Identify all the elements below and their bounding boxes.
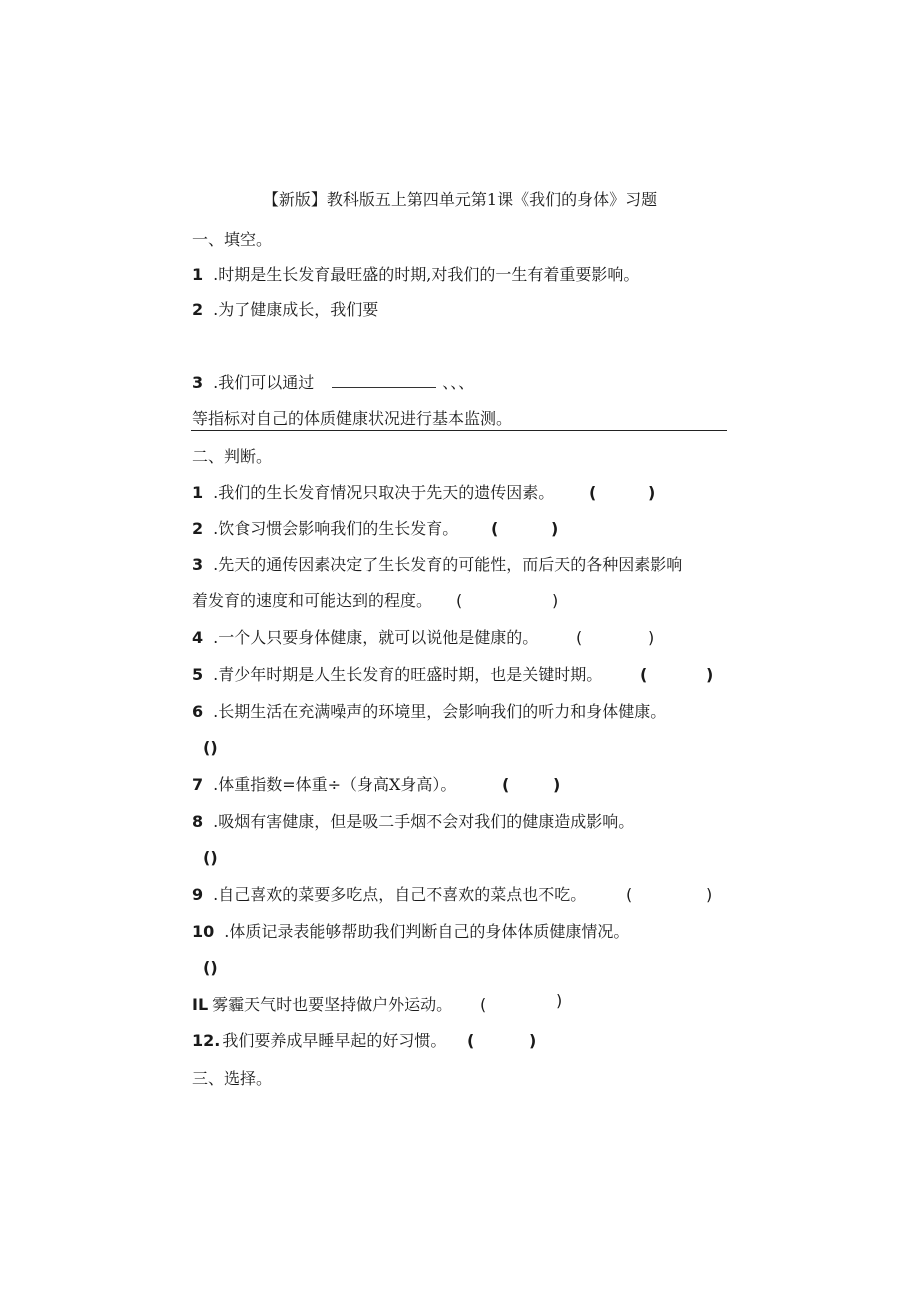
judge-item-9 — [192, 884, 586, 906]
section3-heading: 三、选择。 — [192, 1069, 273, 1088]
item-text: .自己喜欢的菜要多吃点，自己不喜欢的菜点也不吃。 — [213, 885, 587, 904]
judge-item-1 — [192, 482, 554, 504]
item-number: 7 — [192, 775, 204, 794]
answer-paren-close[interactable]: ) — [553, 775, 561, 794]
section2-heading: 二、判断。 — [192, 447, 273, 466]
answer-parens[interactable]: () — [203, 958, 218, 977]
item-number: 5 — [192, 665, 204, 684]
answer-paren-open[interactable]: ( — [576, 628, 583, 647]
answer-parens[interactable]: () — [203, 848, 218, 867]
judge-item-11 — [192, 994, 452, 1016]
judge-item-2 — [192, 518, 458, 540]
item-text: 雾霾天气时也要坚持做户外运动。 — [212, 995, 453, 1014]
answer-paren-close[interactable]: ) — [648, 483, 656, 502]
fill-question-3-continuation: 等指标对自己的体质健康状况进行基本监测。 — [192, 409, 513, 428]
answer-paren-open[interactable]: ( — [467, 1031, 475, 1050]
item-number: IL — [192, 995, 209, 1014]
judge-item-4 — [192, 627, 538, 649]
item-number: 12. — [192, 1031, 221, 1050]
item-text: .饮食习惯会影响我们的生长发育。 — [213, 519, 459, 538]
answer-paren-close[interactable]: ) — [551, 519, 559, 538]
answer-paren-open[interactable]: ( — [640, 665, 648, 684]
judge-item-3-continuation: 着发育的速度和可能达到的程度。 — [192, 591, 433, 610]
fill-question-2 — [192, 299, 378, 321]
item-number: 2 — [192, 519, 204, 538]
answer-paren-open[interactable]: ( — [456, 591, 463, 610]
item-number: 4 — [192, 628, 204, 647]
judge-item-12 — [192, 1030, 446, 1052]
question-separators: 、、、 — [442, 373, 475, 392]
fill-question-3 — [192, 372, 474, 394]
judge-item-6 — [192, 701, 666, 723]
answer-paren-close[interactable]: ) — [706, 885, 713, 904]
item-number: 10 — [192, 922, 215, 941]
item-number: 9 — [192, 885, 204, 904]
answer-paren-open[interactable]: ( — [626, 885, 633, 904]
item-text: 我们要养成早睡早起的好习惯。 — [222, 1031, 447, 1050]
question-text: .为了健康成长，我们要 — [213, 300, 379, 319]
answer-blank[interactable] — [332, 373, 436, 388]
question-number: 3 — [192, 373, 204, 392]
item-text: .我们的生长发育情况只取决于先天的遗传因素。 — [213, 483, 555, 502]
judge-item-3 — [192, 554, 682, 576]
item-text: .一个人只要身体健康，就可以说他是健康的。 — [213, 628, 539, 647]
item-text: .吸烟有害健康，但是吸二手烟不会对我们的健康造成影响。 — [213, 812, 635, 831]
answer-paren-open[interactable]: ( — [491, 519, 499, 538]
answer-paren-open[interactable]: ( — [589, 483, 597, 502]
fill-question-1 — [192, 264, 639, 286]
answer-paren-close[interactable]: ) — [556, 991, 563, 1010]
section1-heading: 一、填空。 — [192, 230, 273, 249]
section-divider — [191, 430, 727, 431]
answer-paren-close[interactable]: ) — [529, 1031, 537, 1050]
question-text: .时期是生长发育最旺盛的时期,对我们的一生有着重要影响。 — [213, 265, 640, 284]
judge-item-10 — [192, 921, 629, 943]
item-text: .体重指数=体重÷（身高X身高）。 — [213, 775, 457, 794]
judge-item-7 — [192, 774, 456, 796]
question-number: 2 — [192, 300, 204, 319]
answer-paren-open[interactable]: ( — [480, 995, 487, 1014]
page-title: 【新版】教科版五上第四单元第1课《我们的身体》习题 — [262, 190, 658, 209]
answer-paren-open[interactable]: ( — [502, 775, 510, 794]
judge-item-8 — [192, 811, 634, 833]
item-text: .青少年时期是人生长发育的旺盛时期，也是关键时期。 — [213, 665, 603, 684]
answer-paren-close[interactable]: ) — [706, 665, 714, 684]
item-number: 8 — [192, 812, 204, 831]
item-text: .长期生活在充满噪声的环境里，会影响我们的听力和身体健康。 — [213, 702, 667, 721]
item-number: 6 — [192, 702, 204, 721]
item-text: .先天的通传因素决定了生长发育的可能性，而后天的各种因素影响 — [213, 555, 683, 574]
answer-parens[interactable]: () — [203, 738, 218, 757]
answer-paren-close[interactable]: ) — [552, 591, 559, 610]
question-text: .我们可以通过 — [213, 373, 315, 392]
answer-paren-close[interactable]: ) — [648, 628, 655, 647]
judge-item-5 — [192, 664, 602, 686]
question-number: 1 — [192, 265, 204, 284]
item-number: 3 — [192, 555, 204, 574]
item-number: 1 — [192, 483, 204, 502]
item-text: .体质记录表能够帮助我们判断自己的身体体质健康情况。 — [224, 922, 630, 941]
